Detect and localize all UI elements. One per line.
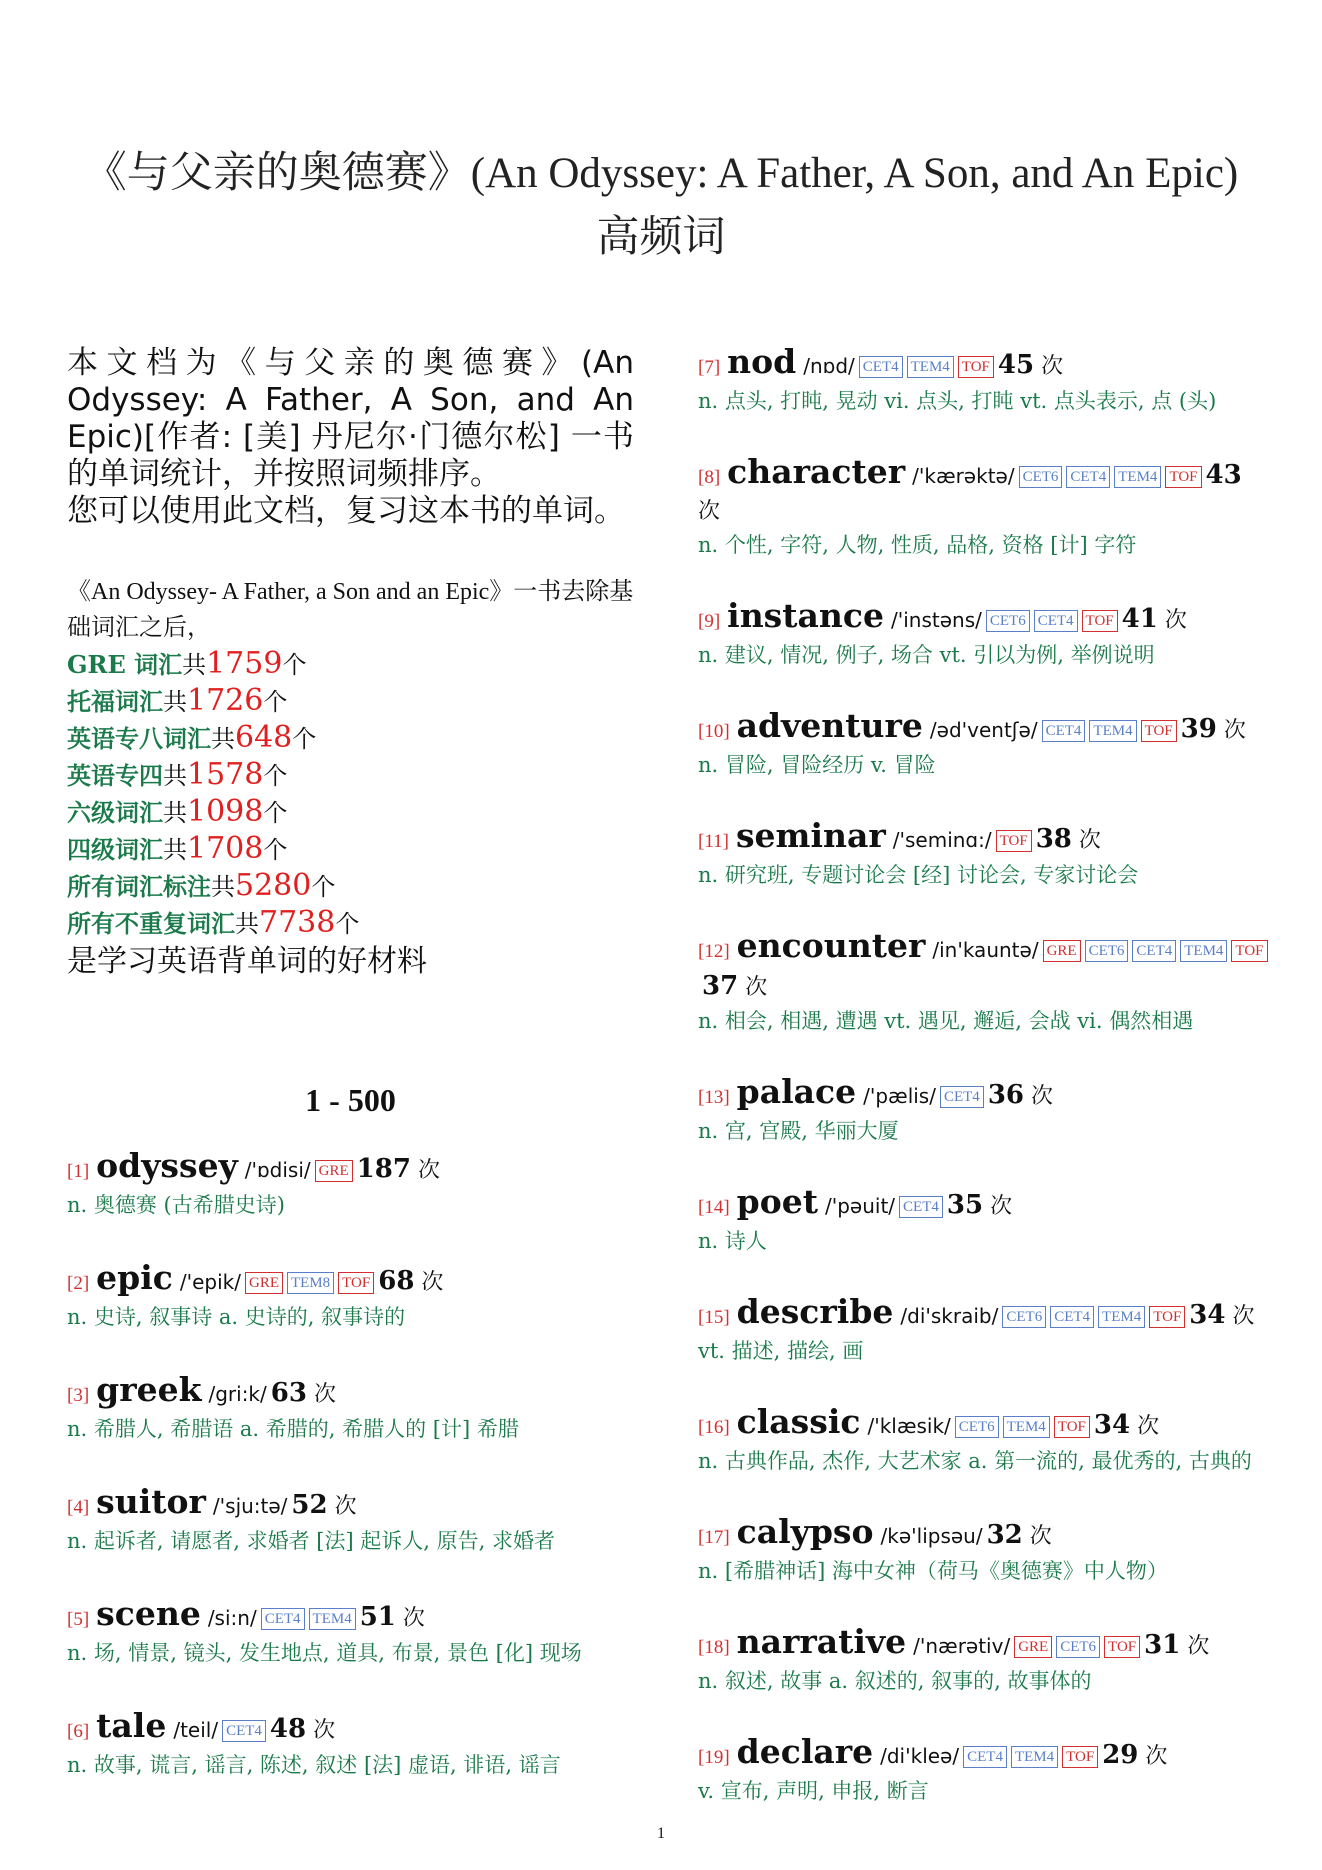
level-tag: CET4	[963, 1746, 1007, 1768]
entry-count-unit: 次	[745, 975, 768, 1000]
level-tag: CET4	[1132, 940, 1176, 962]
level-tag: CET6	[986, 610, 1030, 632]
left-entries	[67, 1146, 634, 1781]
entry-index: [13]	[698, 1087, 730, 1108]
right-entries	[698, 342, 1268, 1807]
entry-count-unit: 次	[1031, 1084, 1054, 1109]
level-tag: TOF	[1104, 1636, 1140, 1658]
level-tag: TOF	[1054, 1416, 1090, 1438]
entry-word: poet	[736, 1182, 818, 1221]
level-tag: CET6	[1019, 466, 1063, 488]
stat-unit: 个	[263, 799, 288, 827]
entry-word: instance	[727, 596, 884, 635]
entry-definition: n. 古典作品, 杰作, 大艺术家 a. 第一流的, 最优秀的, 古典的	[698, 1449, 1252, 1473]
stat-unit: 个	[263, 688, 288, 716]
entry-word: greek	[96, 1370, 202, 1409]
level-tag: TEM4	[1180, 940, 1227, 962]
entry-phonetic: /'nærətiv/	[913, 1634, 1011, 1658]
entry-phonetic: /'seminɑ:/	[892, 828, 992, 852]
entry-count: 31	[1144, 1630, 1181, 1660]
entry-headline	[698, 1292, 1268, 1335]
entry-definition: n. 建议, 情况, 例子, 场合 vt. 引以为例, 举例说明	[698, 643, 1155, 667]
stat-mid: 共	[163, 762, 187, 790]
stat-number: 1098	[187, 794, 264, 829]
vocab-entry	[698, 1512, 1268, 1587]
entry-count: 39	[1180, 714, 1217, 744]
intro-line-2: 您可以使用此文档，复习这本书的单词。	[67, 493, 625, 529]
vocab-entry	[67, 1706, 634, 1781]
vocab-entry	[698, 1182, 1268, 1257]
entry-definition: n. 冒险, 冒险经历 v. 冒险	[698, 753, 936, 777]
entry-index: [14]	[698, 1197, 730, 1218]
stat-mid: 共	[211, 873, 235, 901]
entry-count-unit: 次	[1029, 1524, 1052, 1549]
entry-phonetic: /'kærəktə/	[912, 464, 1015, 488]
level-tag: CET6	[1056, 1636, 1100, 1658]
entry-phonetic: /'epik/	[179, 1270, 241, 1294]
intro	[67, 345, 634, 530]
entry-index: [11]	[698, 831, 729, 852]
entry-definition: n. 奥德赛 (古希腊史诗)	[67, 1193, 285, 1217]
entry-count: 36	[987, 1080, 1024, 1110]
entry-count: 29	[1102, 1740, 1139, 1770]
entry-index: [8]	[698, 467, 721, 488]
entry-phonetic: /gri:k/	[208, 1382, 267, 1406]
entry-index: [16]	[698, 1417, 730, 1438]
stat-row	[67, 831, 634, 868]
level-tag: TOF	[1149, 1306, 1185, 1328]
vocab-entry	[698, 342, 1268, 417]
entry-definition: n. 点头, 打盹, 晃动 vi. 点头, 打盹 vt. 点头表示, 点 (头)	[698, 389, 1217, 413]
entry-headline	[698, 1402, 1268, 1445]
entry-count-unit: 次	[698, 499, 721, 524]
stat-number: 7738	[259, 905, 336, 940]
entry-phonetic: /'sju:tə/	[212, 1494, 288, 1518]
entry-headline	[698, 706, 1268, 749]
entry-headline	[67, 1146, 634, 1189]
level-tag: GRE	[245, 1272, 283, 1294]
entry-word: odyssey	[96, 1146, 238, 1185]
vocab-entry	[698, 1072, 1268, 1147]
vocab-entry	[698, 1622, 1268, 1697]
entry-definition: n. 场, 情景, 镜头, 发生地点, 道具, 布景, 景色 [化] 现场	[67, 1641, 582, 1665]
vocab-entry	[67, 1370, 634, 1445]
entry-headline	[698, 1732, 1268, 1775]
entry-count-unit: 次	[1164, 608, 1187, 633]
stat-label: 托福词汇	[67, 687, 163, 716]
entry-word: calypso	[736, 1512, 874, 1551]
stat-mid: 共	[235, 910, 259, 938]
entry-headline	[67, 1370, 634, 1413]
level-tag: GRE	[1014, 1636, 1052, 1658]
entry-count: 63	[270, 1378, 307, 1408]
stat-number: 1708	[187, 831, 264, 866]
vocab-entry	[698, 1402, 1268, 1477]
entry-headline	[67, 1594, 634, 1637]
entry-phonetic: /'pælis/	[863, 1084, 936, 1108]
entry-count: 34	[1093, 1410, 1131, 1440]
vocab-entry	[698, 816, 1268, 891]
entry-index: [1]	[67, 1161, 90, 1182]
level-tag: CET4	[1050, 1306, 1094, 1328]
stat-number: 1759	[206, 646, 283, 681]
stat-unit: 个	[311, 873, 336, 901]
level-tag: TOF	[1141, 720, 1177, 742]
entry-word: narrative	[736, 1622, 907, 1661]
entry-definition: n. [希腊神话] 海中女神（荷马《奥德赛》中人物）	[698, 1559, 1168, 1583]
level-tag: TOF	[1082, 610, 1118, 632]
entry-word: encounter	[736, 926, 926, 965]
level-tag: GRE	[1043, 940, 1081, 962]
stat-label: 所有不重复词汇	[67, 909, 235, 938]
entry-index: [6]	[67, 1721, 90, 1742]
entry-count-unit: 次	[1232, 1304, 1255, 1329]
stat-unit: 个	[335, 910, 360, 938]
level-tag: CET4	[1066, 466, 1110, 488]
level-tag: TEM8	[287, 1272, 334, 1294]
level-tag: CET4	[1034, 610, 1078, 632]
entry-headline	[698, 1622, 1268, 1665]
level-tag: CET4	[1042, 720, 1086, 742]
vocab-entry	[698, 926, 1268, 1037]
stat-row	[67, 683, 634, 720]
left-column	[67, 345, 634, 1821]
entry-headline	[698, 452, 1268, 529]
entry-definition: v. 宣布, 声明, 申报, 断言	[698, 1779, 929, 1803]
stat-unit: 个	[292, 725, 317, 753]
entry-index: [2]	[67, 1273, 90, 1294]
stats	[67, 574, 634, 982]
stat-row	[67, 868, 634, 905]
stat-mid: 共	[163, 688, 187, 716]
entry-definition: n. 故事, 谎言, 谣言, 陈述, 叙述 [法] 虚语, 诽语, 谣言	[67, 1753, 561, 1777]
entry-count-unit: 次	[990, 1194, 1013, 1219]
entry-definition: n. 史诗, 叙事诗 a. 史诗的, 叙事诗的	[67, 1305, 406, 1329]
stat-row	[67, 720, 634, 757]
stat-number: 648	[235, 720, 293, 755]
stat-label: 四级词汇	[67, 835, 163, 864]
level-tag: TEM4	[309, 1608, 356, 1630]
entry-index: [19]	[698, 1747, 730, 1768]
entry-definition: vt. 描述, 描绘, 画	[698, 1339, 864, 1363]
entry-definition: n. 叙述, 故事 a. 叙述的, 叙事的, 故事体的	[698, 1669, 1092, 1693]
level-tag: CET4	[261, 1608, 305, 1630]
entry-headline	[698, 1072, 1268, 1115]
level-tag: CET6	[955, 1416, 999, 1438]
vocab-entry	[698, 1732, 1268, 1807]
entry-headline	[698, 596, 1268, 639]
entry-index: [9]	[698, 611, 721, 632]
stat-label: 六级词汇	[67, 798, 163, 827]
vocab-entry	[67, 1482, 634, 1557]
entry-phonetic: /di'kleə/	[880, 1744, 960, 1768]
entry-index: [15]	[698, 1307, 730, 1328]
entry-count: 45	[997, 350, 1035, 380]
entry-word: seminar	[735, 816, 886, 855]
entry-headline	[698, 926, 1268, 1005]
level-tag: CET6	[1085, 940, 1129, 962]
entry-count: 43	[1205, 460, 1242, 490]
stat-mid: 共	[182, 651, 207, 679]
stat-rows	[67, 646, 634, 942]
stat-unit: 个	[263, 762, 288, 790]
stats-closing: 是学习英语背单词的好材料	[67, 944, 427, 979]
entry-phonetic: /əd'ventʃə/	[929, 718, 1038, 742]
entry-definition: n. 研究班, 专题讨论会 [经] 讨论会, 专家讨论会	[698, 863, 1139, 887]
vocab-entry	[67, 1594, 634, 1669]
level-tag: TEM4	[1114, 466, 1161, 488]
level-tag: TEM4	[1098, 1306, 1145, 1328]
entry-word: tale	[96, 1706, 167, 1745]
page-title: 《与父亲的奥德赛》(An Odyssey: A Father, A Son, and An Epic) 高频词	[83, 150, 1239, 261]
entry-word: suitor	[96, 1482, 206, 1521]
vocab-entry	[698, 1292, 1268, 1367]
entry-word: scene	[96, 1594, 201, 1633]
vocab-entry	[698, 452, 1268, 561]
level-tag: TEM4	[907, 356, 954, 378]
entry-phonetic: /'ɒdisi/	[244, 1158, 311, 1182]
level-tag: CET4	[222, 1720, 266, 1742]
section-heading: 1 - 500	[305, 1082, 396, 1118]
level-tag: TEM4	[1003, 1416, 1050, 1438]
entry-headline	[698, 1512, 1268, 1555]
entry-headline	[698, 1182, 1268, 1225]
level-tag: CET4	[859, 356, 903, 378]
entry-count: 48	[269, 1714, 307, 1744]
entry-word: palace	[736, 1072, 857, 1111]
entry-count-unit: 次	[1078, 828, 1101, 853]
level-tag: TOF	[996, 830, 1032, 852]
level-tag: TEM4	[1089, 720, 1136, 742]
entry-headline	[698, 342, 1268, 385]
stats-lead: 《An Odyssey- A Father, a Son and an Epic》一书去除基础词汇之后，	[67, 579, 634, 641]
level-tag: CET4	[899, 1196, 943, 1218]
entry-word: describe	[736, 1292, 894, 1331]
entry-headline	[67, 1706, 634, 1749]
entry-count-unit: 次	[421, 1270, 444, 1295]
entry-index: [3]	[67, 1385, 90, 1406]
stat-number: 1726	[187, 683, 264, 718]
entry-count: 37	[702, 971, 739, 1001]
entry-count-unit: 次	[313, 1382, 336, 1407]
stat-mid: 共	[163, 836, 187, 864]
stat-mid: 共	[163, 799, 187, 827]
entry-phonetic: /nɒd/	[803, 354, 855, 378]
stat-label: GRE 词汇	[67, 650, 183, 679]
entry-word: classic	[736, 1402, 861, 1441]
entry-count-unit: 次	[417, 1158, 440, 1183]
entry-count-unit: 次	[1137, 1414, 1160, 1439]
entry-definition: n. 起诉者, 请愿者, 求婚者 [法] 起诉人, 原告, 求婚者	[67, 1529, 556, 1553]
entry-phonetic: /di'skraib/	[900, 1304, 999, 1328]
stat-unit: 个	[263, 836, 288, 864]
entry-definition: n. 宫, 宫殿, 华丽大厦	[698, 1119, 899, 1143]
entry-phonetic: /teil/	[173, 1718, 219, 1742]
entry-headline	[67, 1258, 634, 1301]
entry-count-unit: 次	[334, 1494, 357, 1519]
entry-definition: n. 诗人	[698, 1229, 767, 1253]
entry-count: 35	[946, 1190, 984, 1220]
stat-row	[67, 646, 634, 683]
entry-count: 68	[378, 1266, 415, 1296]
entry-count-unit: 次	[1223, 718, 1246, 743]
entry-headline	[698, 816, 1268, 859]
entry-headline	[67, 1482, 634, 1525]
stat-label: 英语专四	[67, 761, 163, 790]
stat-mid: 共	[211, 725, 235, 753]
vocab-entry	[67, 1258, 634, 1333]
entry-index: [17]	[698, 1527, 730, 1548]
entry-index: [12]	[698, 941, 730, 962]
vocab-entry	[698, 596, 1268, 671]
entry-word: adventure	[736, 706, 923, 745]
entry-count: 52	[291, 1490, 328, 1520]
entry-count: 41	[1121, 604, 1158, 634]
entry-count: 38	[1035, 824, 1072, 854]
level-tag: TOF	[338, 1272, 374, 1294]
level-tag: GRE	[315, 1160, 353, 1182]
stat-number: 5280	[235, 868, 312, 903]
entry-index: [5]	[67, 1609, 90, 1630]
stat-label: 所有词汇标注	[67, 872, 211, 901]
stat-row	[67, 757, 634, 794]
entry-definition: n. 个性, 字符, 人物, 性质, 品格, 资格 [计] 字符	[698, 533, 1137, 557]
entry-definition: n. 希腊人, 希腊语 a. 希腊的, 希腊人的 [计] 希腊	[67, 1417, 519, 1441]
entry-count-unit: 次	[1187, 1634, 1210, 1659]
entry-phonetic: /kə'lipsəu/	[880, 1524, 983, 1548]
level-tag: TOF	[958, 356, 994, 378]
entry-count-unit: 次	[1041, 354, 1064, 379]
right-column	[698, 342, 1268, 1845]
entry-word: nod	[727, 342, 797, 381]
entry-count: 51	[359, 1602, 396, 1632]
stat-number: 1578	[187, 757, 264, 792]
entry-word: epic	[96, 1258, 173, 1297]
level-tag: TOF	[1165, 466, 1201, 488]
entry-index: [4]	[67, 1497, 90, 1518]
entry-index: [7]	[698, 357, 721, 378]
stat-row	[67, 794, 634, 831]
entry-count: 34	[1189, 1300, 1226, 1330]
stat-row	[67, 905, 634, 942]
entry-count-unit: 次	[402, 1606, 425, 1631]
entry-count-unit: 次	[313, 1718, 336, 1743]
stat-unit: 个	[282, 651, 307, 679]
entry-phonetic: /in'kauntə/	[932, 938, 1039, 962]
level-tag: TEM4	[1011, 1746, 1058, 1768]
vocab-entry	[698, 706, 1268, 781]
entry-phonetic: /'instəns/	[890, 608, 982, 632]
entry-count: 32	[986, 1520, 1023, 1550]
intro-line-1: 本文档为《与父亲的奥德赛》(An Odyssey: A Father, A Son, and An Epic)[作者: [美] 丹尼尔·门德尔松] 一书的单词统计，并按照词频排序。	[67, 345, 634, 492]
entry-definition: n. 相会, 相遇, 遭遇 vt. 遇见, 邂逅, 会战 vi. 偶然相遇	[698, 1009, 1194, 1033]
vocab-entry	[67, 1146, 634, 1221]
entry-count-unit: 次	[1145, 1744, 1168, 1769]
entry-phonetic: /si:n/	[207, 1606, 257, 1630]
level-tag: TOF	[1231, 940, 1267, 962]
page-number: 1	[657, 1825, 665, 1842]
entry-index: [18]	[698, 1637, 730, 1658]
entry-count: 187	[356, 1154, 411, 1184]
entry-index: [10]	[698, 721, 730, 742]
entry-phonetic: /'klæsik/	[867, 1414, 951, 1438]
level-tag: CET6	[1002, 1306, 1046, 1328]
level-tag: TOF	[1062, 1746, 1098, 1768]
entry-phonetic: /'pəuit/	[824, 1194, 896, 1218]
level-tag: CET4	[940, 1086, 984, 1108]
entry-word: character	[727, 452, 906, 491]
stat-label: 英语专八词汇	[67, 724, 211, 753]
entry-word: declare	[736, 1732, 874, 1771]
